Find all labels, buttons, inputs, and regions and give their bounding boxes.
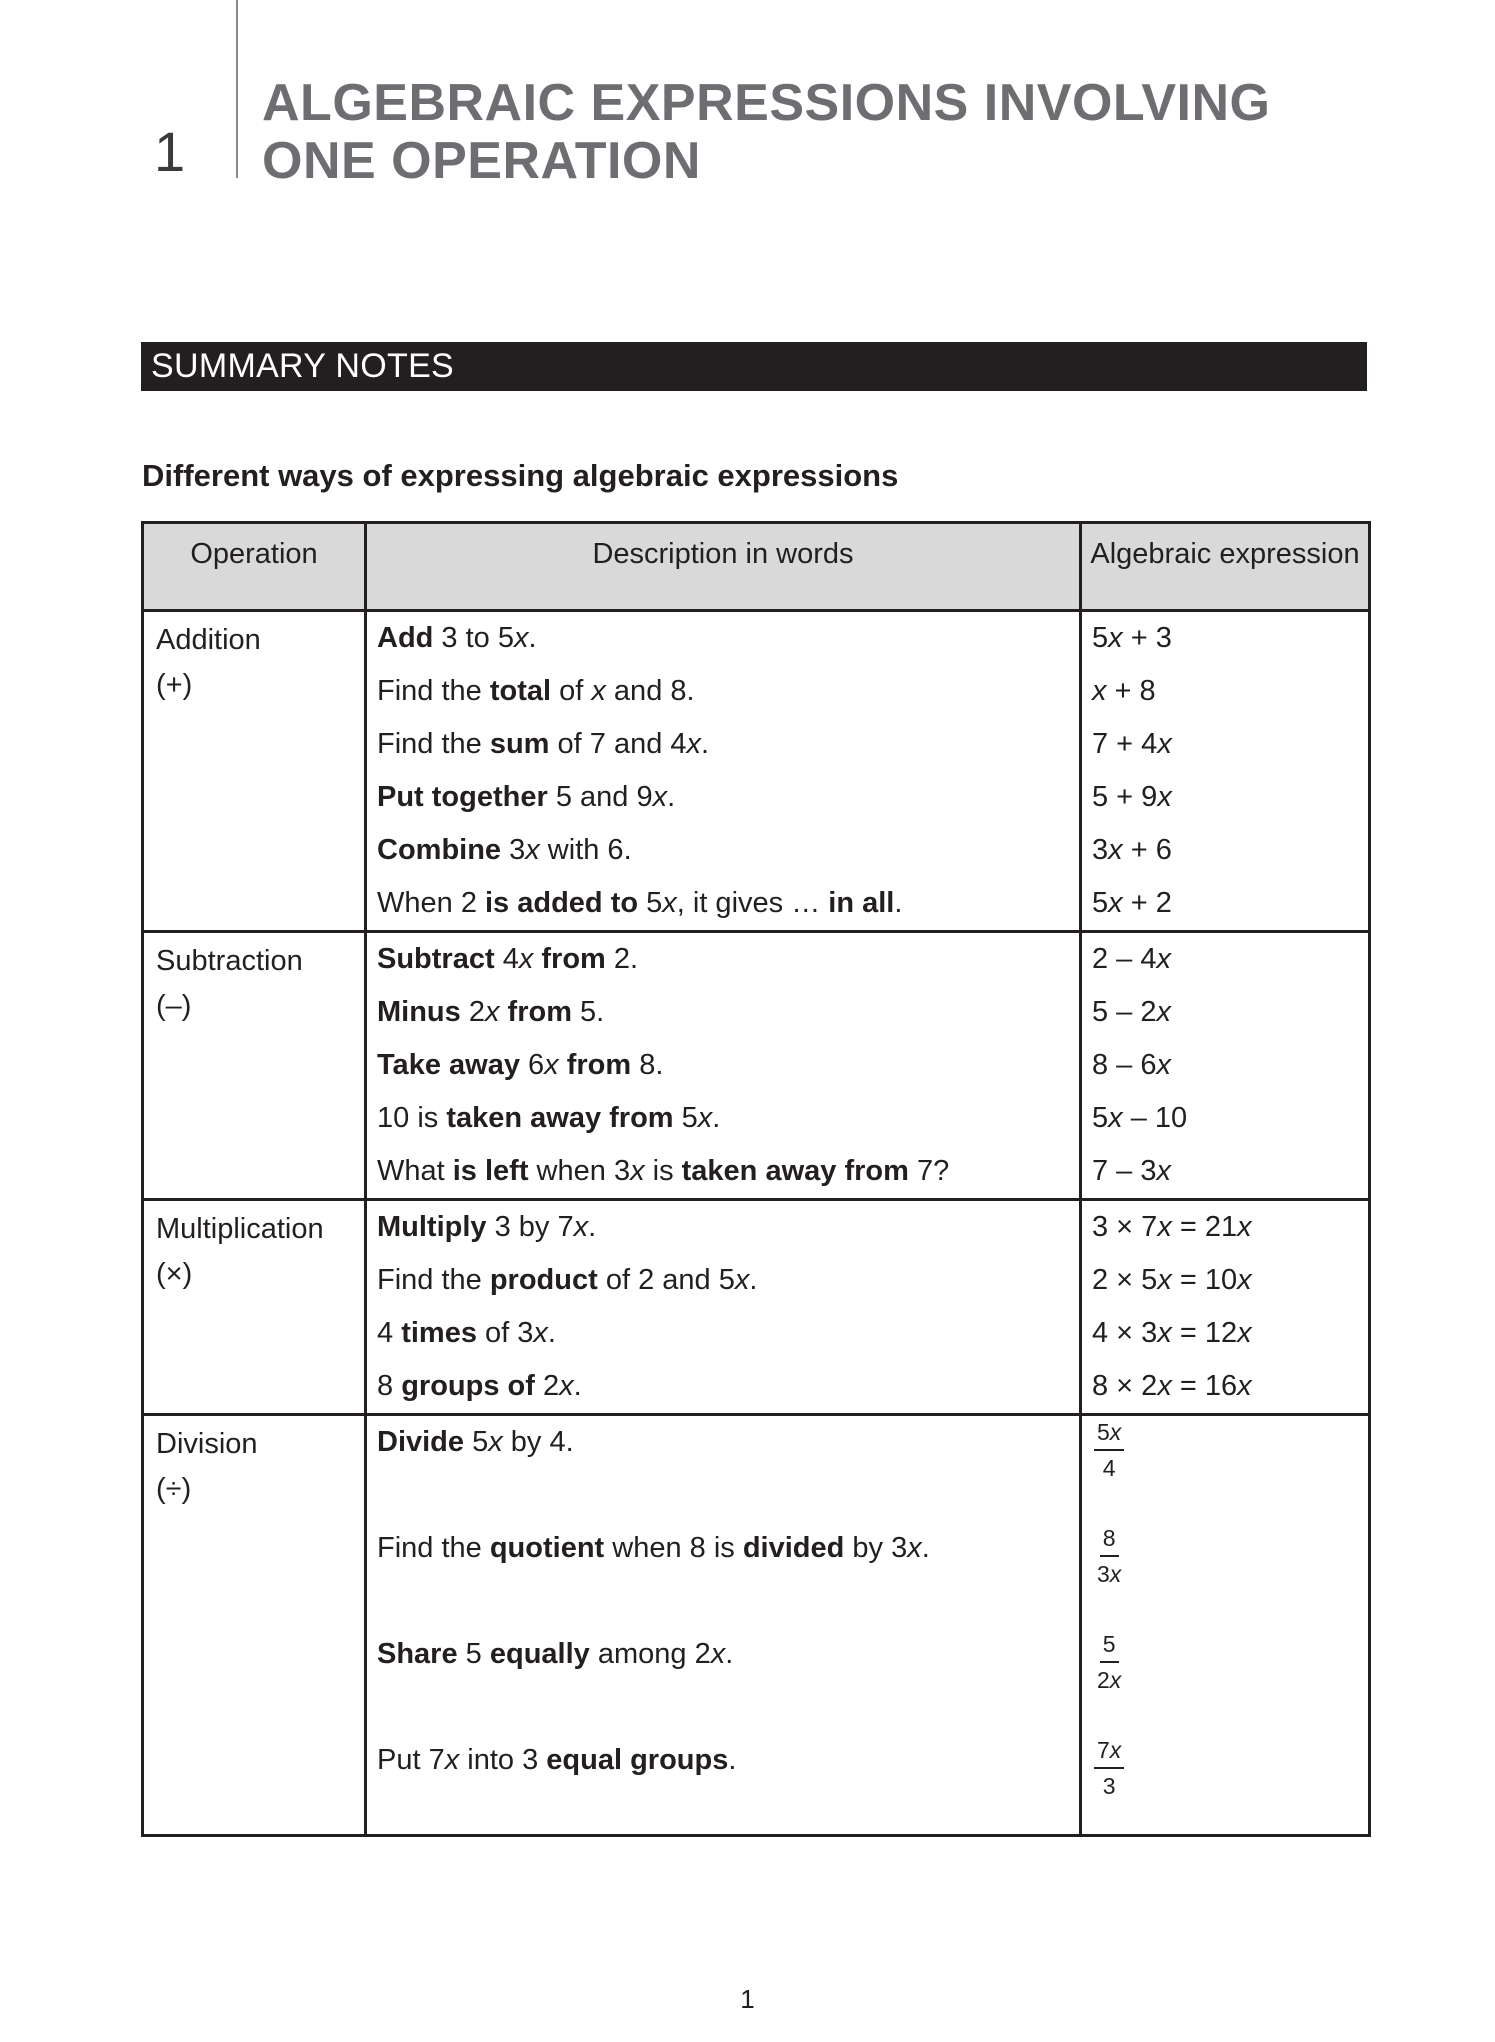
operation-cell	[143, 611, 366, 932]
description-run: 5	[457, 1638, 490, 1670]
numerator-run: x	[1109, 1737, 1122, 1763]
description-run: , it gives …	[676, 887, 829, 919]
expression-run: x	[1156, 1049, 1171, 1081]
description-line	[367, 824, 1079, 877]
description-run: and 8.	[605, 675, 695, 707]
description-run: x	[533, 1317, 548, 1349]
expression-line	[1082, 665, 1368, 718]
table-header-row	[143, 523, 1370, 611]
operation-cell	[143, 1200, 366, 1415]
expression-cell	[1081, 611, 1370, 932]
description-run: Take away	[377, 1049, 520, 1081]
operation-name: Subtraction	[156, 945, 303, 977]
expression-run: + 2	[1122, 887, 1172, 919]
numerator-run: 7	[1097, 1737, 1110, 1763]
expression-run: + 6	[1122, 834, 1172, 866]
description-run: quotient	[489, 1532, 605, 1564]
expression-line	[1082, 771, 1368, 824]
expression-run: x	[1108, 887, 1123, 919]
description-run: from	[507, 996, 572, 1028]
expression-run: 5	[1092, 887, 1109, 919]
description-run: taken away from	[446, 1102, 674, 1134]
expression-run: x	[1108, 622, 1123, 654]
description-run: x	[559, 1370, 574, 1402]
description-run: is left	[452, 1155, 529, 1187]
page-number: 1	[740, 1984, 755, 2014]
description-run: 8	[377, 1370, 402, 1402]
description-run: 7?	[908, 1155, 950, 1187]
description-run: x	[907, 1532, 922, 1564]
description-run: 5.	[571, 996, 605, 1028]
description-run: 2.	[605, 943, 639, 975]
description-run: 5	[638, 887, 663, 919]
description-line	[367, 1039, 1079, 1092]
description-line	[367, 718, 1079, 771]
expression-run: x	[1237, 1211, 1252, 1243]
numerator-run: 5	[1097, 1419, 1110, 1445]
description-run: x	[734, 1264, 750, 1296]
description-run: 4	[377, 1317, 402, 1349]
expression-line	[1082, 612, 1368, 665]
description-run: is added to	[485, 887, 639, 919]
chapter-title-line-1: ALGEBRAIC EXPRESSIONS INVOLVING	[262, 74, 1271, 132]
description-run: of 2 and 5	[597, 1264, 735, 1296]
expression-line	[1082, 1522, 1368, 1628]
expression-run: x	[1157, 1264, 1172, 1296]
description-run: 3	[501, 834, 526, 866]
denominator-run: 3	[1097, 1561, 1110, 1587]
fraction-numerator	[1094, 1418, 1124, 1451]
description-run: x	[652, 781, 668, 813]
description-run: Put together	[377, 781, 548, 813]
expression-line	[1082, 1416, 1368, 1522]
expression-cell	[1081, 932, 1370, 1200]
operation-name: Multiplication	[156, 1213, 324, 1245]
description-line	[367, 1628, 1079, 1734]
operation-symbol: (×)	[156, 1258, 193, 1290]
description-line	[367, 877, 1079, 930]
fraction-denominator	[1094, 1557, 1124, 1588]
operation-symbol: (÷)	[156, 1473, 192, 1505]
header-expression: Algebraic expression	[1081, 523, 1370, 611]
description-run: taken away from	[681, 1155, 909, 1187]
expression-run: x	[1237, 1317, 1252, 1349]
description-line	[367, 771, 1079, 824]
description-run: Share	[377, 1638, 458, 1670]
description-run: .	[528, 622, 537, 654]
expression-line	[1082, 1254, 1368, 1307]
table-body	[143, 611, 1370, 1836]
description-run: from	[566, 1049, 632, 1081]
expression-run: x	[1157, 1317, 1172, 1349]
header-operation: Operation	[143, 523, 366, 611]
description-run: equally	[489, 1638, 590, 1670]
description-cell	[366, 1415, 1081, 1836]
description-run: Find the	[377, 675, 490, 707]
operation-symbol: (–)	[156, 990, 192, 1022]
description-run: Multiply	[377, 1211, 487, 1243]
expression-run: 7 – 3	[1092, 1155, 1157, 1187]
description-run: Find the	[377, 1264, 490, 1296]
fraction-denominator	[1100, 1769, 1119, 1800]
description-run: .	[921, 1532, 930, 1564]
description-run: x	[525, 834, 540, 866]
description-run: by 3	[844, 1532, 908, 1564]
description-run: when 3	[528, 1155, 631, 1187]
description-run: 2	[460, 996, 485, 1028]
description-run: 5	[673, 1102, 698, 1134]
description-run: equal groups	[546, 1744, 729, 1776]
expression-cell	[1081, 1415, 1370, 1836]
expression-run: = 21	[1171, 1211, 1238, 1243]
expression-run: 5 – 2	[1092, 996, 1157, 1028]
description-run: 3 by 7	[486, 1211, 574, 1243]
description-run: of 3	[476, 1317, 534, 1349]
description-run: 5 and 9	[547, 781, 653, 813]
description-line	[367, 1360, 1079, 1413]
description-run: among 2	[589, 1638, 711, 1670]
header-description: Description in words	[366, 523, 1081, 611]
description-run: x	[573, 1211, 589, 1243]
denominator-run: x	[1109, 1667, 1122, 1693]
description-run: x	[662, 887, 677, 919]
description-run: x	[514, 622, 529, 654]
expression-run: – 10	[1122, 1102, 1188, 1134]
description-run: sum	[489, 728, 550, 760]
description-run: x	[686, 728, 702, 760]
description-line	[367, 1145, 1079, 1198]
expression-run: 5	[1092, 622, 1109, 654]
fraction	[1094, 1736, 1124, 1800]
denominator-run: 3	[1102, 1773, 1116, 1799]
description-line	[367, 1307, 1079, 1360]
expression-line	[1082, 824, 1368, 877]
chapter-title	[262, 74, 1270, 190]
description-run: is	[644, 1155, 682, 1187]
description-run: What	[377, 1155, 453, 1187]
description-run: 6	[519, 1049, 545, 1081]
summary-notes-bar: SUMMARY NOTES	[141, 342, 1367, 391]
description-run: .	[725, 1638, 734, 1670]
description-run: with 6.	[539, 834, 632, 866]
description-run: x	[484, 996, 500, 1028]
description-run: Subtract	[377, 943, 495, 975]
description-cell	[366, 932, 1081, 1200]
expression-line	[1082, 877, 1368, 930]
expression-line	[1082, 1307, 1368, 1360]
expression-run: x	[1156, 996, 1171, 1028]
fraction	[1094, 1524, 1124, 1588]
expression-run: = 10	[1171, 1264, 1238, 1296]
description-run: When 2	[377, 887, 485, 919]
description-run	[499, 996, 507, 1028]
description-run: Combine	[377, 834, 502, 866]
expression-run: = 12	[1171, 1317, 1238, 1349]
expression-run: x	[1156, 943, 1171, 975]
description-run: .	[712, 1102, 721, 1134]
denominator-run: 2	[1097, 1667, 1110, 1693]
expression-run: = 16	[1171, 1370, 1238, 1402]
table-row	[143, 611, 1370, 932]
description-run: x	[630, 1155, 645, 1187]
description-run	[559, 1049, 567, 1081]
chapter-divider	[236, 0, 238, 178]
description-line	[367, 1201, 1079, 1254]
expression-run: 4 × 3	[1092, 1317, 1158, 1349]
description-run: groups of	[401, 1370, 535, 1402]
description-run: .	[749, 1264, 758, 1296]
description-line	[367, 1522, 1079, 1628]
description-run: Minus	[377, 996, 461, 1028]
expression-run: 8 – 6	[1092, 1049, 1157, 1081]
expression-run: x	[1156, 1155, 1171, 1187]
description-run: of	[551, 675, 592, 707]
expression-line	[1082, 986, 1368, 1039]
expression-run: 5	[1092, 1102, 1109, 1134]
description-run: in all	[828, 887, 895, 919]
description-run: Divide	[377, 1426, 465, 1458]
description-line	[367, 612, 1079, 665]
expression-line	[1082, 718, 1368, 771]
expression-run: 3 × 7	[1092, 1211, 1158, 1243]
operation-cell	[143, 1415, 366, 1836]
expression-run: 8 × 2	[1092, 1370, 1158, 1402]
denominator-run: x	[1109, 1561, 1122, 1587]
description-cell	[366, 1200, 1081, 1415]
description-line	[367, 1416, 1079, 1522]
description-line	[367, 1254, 1079, 1307]
description-run: by 4.	[502, 1426, 574, 1458]
expression-run: x	[1157, 728, 1172, 760]
operation-name: Addition	[156, 624, 261, 656]
expression-run: 7 + 4	[1092, 728, 1158, 760]
numerator-run: 5	[1102, 1631, 1116, 1657]
description-run: Add	[377, 622, 434, 654]
chapter-title-line-2: ONE OPERATION	[262, 132, 701, 190]
description-run: total	[489, 675, 552, 707]
fraction-denominator	[1094, 1663, 1124, 1694]
expression-line	[1082, 1039, 1368, 1092]
operation-symbol: (+)	[156, 669, 193, 701]
expression-run: x	[1157, 781, 1172, 813]
description-run: 4	[494, 943, 519, 975]
expression-run: + 3	[1122, 622, 1172, 654]
description-run: 5	[464, 1426, 489, 1458]
description-run: x	[488, 1426, 503, 1458]
fraction	[1094, 1418, 1124, 1482]
table-row	[143, 932, 1370, 1200]
description-run: .	[894, 887, 903, 919]
expression-run: 3	[1092, 834, 1109, 866]
expression-run: x	[1157, 1370, 1172, 1402]
expressions-table	[141, 521, 1371, 1837]
description-line	[367, 1092, 1079, 1145]
description-run: into 3	[459, 1744, 547, 1776]
table-row	[143, 1415, 1370, 1836]
description-run: 8.	[631, 1049, 664, 1081]
expression-line	[1082, 1628, 1368, 1734]
expression-run: 2 × 5	[1092, 1264, 1158, 1296]
fraction-numerator	[1100, 1524, 1119, 1557]
denominator-run: 4	[1102, 1455, 1116, 1481]
operation-cell	[143, 932, 366, 1200]
fraction-numerator	[1100, 1630, 1119, 1663]
expression-cell	[1081, 1200, 1370, 1415]
expression-run: 2 – 4	[1092, 943, 1157, 975]
description-run: product	[489, 1264, 598, 1296]
section-subheading: Different ways of expressing algebraic expressions	[142, 458, 899, 493]
description-run: .	[667, 781, 676, 813]
expression-run: x	[1237, 1370, 1252, 1402]
expression-line	[1082, 1360, 1368, 1413]
description-line	[367, 986, 1079, 1039]
description-line	[367, 1734, 1079, 1834]
expression-run: x	[1237, 1264, 1252, 1296]
expression-run: x	[1092, 675, 1107, 707]
expression-run: + 8	[1106, 675, 1156, 707]
description-run: Put 7	[377, 1744, 445, 1776]
description-run: x	[697, 1102, 713, 1134]
description-run: x	[518, 943, 534, 975]
description-run: Find the	[377, 1532, 490, 1564]
expression-run: 5 + 9	[1092, 781, 1158, 813]
description-run: 10 is	[377, 1102, 447, 1134]
description-run: times	[401, 1317, 477, 1349]
description-run: x	[591, 675, 606, 707]
numerator-run: x	[1109, 1419, 1122, 1445]
description-run: .	[547, 1317, 556, 1349]
description-run: x	[544, 1049, 559, 1081]
description-cell	[366, 611, 1081, 932]
expression-run: x	[1108, 834, 1123, 866]
description-run: .	[573, 1370, 582, 1402]
description-run: divided	[742, 1532, 845, 1564]
description-run: .	[588, 1211, 597, 1243]
description-run: of 7 and 4	[549, 728, 687, 760]
table-row	[143, 1200, 1370, 1415]
description-run: 3 to 5	[433, 622, 514, 654]
expression-line	[1082, 1145, 1368, 1198]
description-run: from	[541, 943, 606, 975]
expression-line	[1082, 933, 1368, 986]
fraction-numerator	[1094, 1736, 1124, 1769]
numerator-run: 8	[1102, 1525, 1116, 1551]
description-run: 2	[534, 1370, 560, 1402]
description-run: when 8 is	[604, 1532, 743, 1564]
operation-name: Division	[156, 1428, 258, 1460]
fraction	[1094, 1630, 1124, 1694]
description-line	[367, 665, 1079, 718]
expression-run: x	[1157, 1211, 1172, 1243]
description-run: .	[701, 728, 710, 760]
expression-line	[1082, 1201, 1368, 1254]
chapter-number: 1	[154, 120, 186, 183]
description-run: x	[444, 1744, 460, 1776]
expression-run: x	[1108, 1102, 1123, 1134]
expression-line	[1082, 1734, 1368, 1834]
expression-line	[1082, 1092, 1368, 1145]
description-run: Find the	[377, 728, 490, 760]
description-run: x	[710, 1638, 726, 1670]
description-line	[367, 933, 1079, 986]
fraction-denominator	[1100, 1451, 1119, 1482]
description-run: .	[728, 1744, 737, 1776]
